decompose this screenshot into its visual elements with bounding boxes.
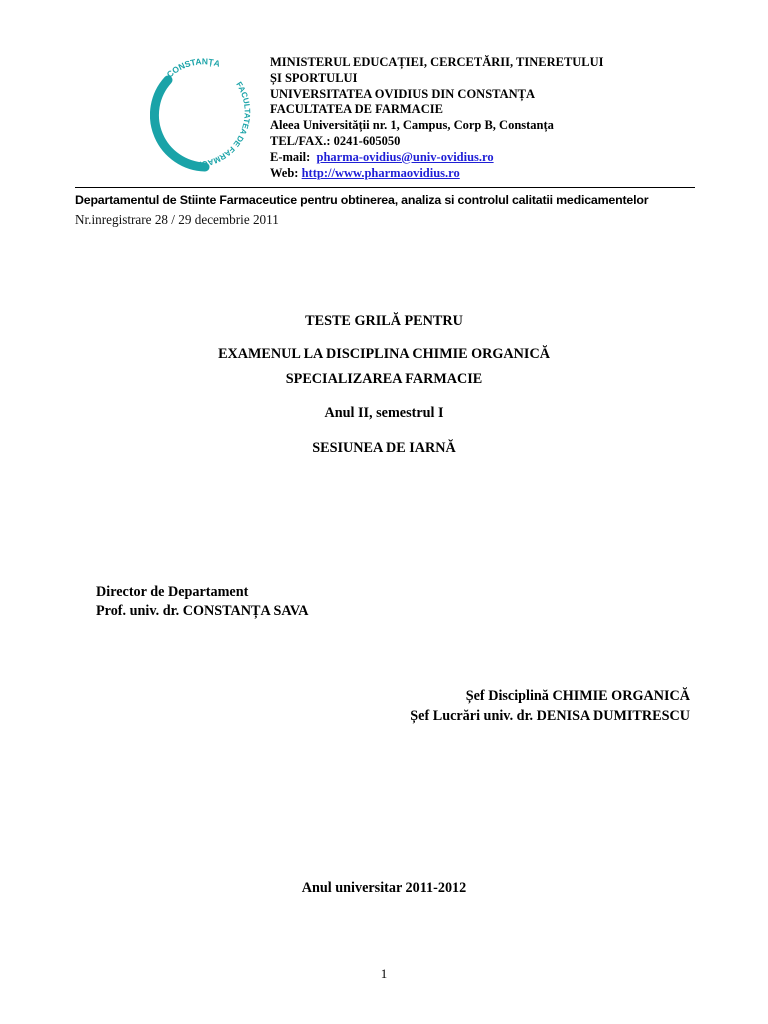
department-name: Departamentul de Stiinte Farmaceutice pentru obtinerea, analiza si controlul calitatii medicamentelor [75, 193, 649, 207]
web-label: Web: [270, 165, 302, 180]
address-line: Aleea Universității nr. 1, Campus, Corp B, Constanța [270, 118, 554, 133]
head-block [368, 686, 690, 726]
institution-header [270, 55, 604, 181]
title-line-3: SPECIALIZAREA FARMACIE [285, 371, 483, 387]
faculty-logo [150, 50, 260, 175]
title-year-semester: Anul II, semestrul I [324, 405, 444, 421]
header-line: UNIVERSITATEA OVIDIUS DIN CONSTANȚA [270, 86, 535, 101]
header-line: FACULTATEA DE FARMACIE [270, 102, 443, 117]
title-session: SESIUNEA DE IARNĂ [312, 440, 456, 456]
svg-text:CONSTANȚA [165, 56, 222, 79]
web-link[interactable]: http://www.pharmaovidius.ro [301, 165, 460, 180]
header-line: MINISTERUL EDUCAȚIEI, CERCETĂRII, TINERETULUI [270, 55, 604, 69]
title-line-1: TESTE GRILĂ PENTRU [305, 313, 463, 329]
director-role: Director de Departament [96, 584, 249, 600]
head-role: Șef Disciplină CHIMIE ORGANICĂ [465, 688, 690, 704]
web-line [270, 166, 604, 182]
logo-text-side: FACULTATEA DE FARMACI [199, 80, 252, 169]
title-line-2: EXAMENUL LA DISCIPLINA CHIMIE ORGANICĂ [218, 346, 550, 362]
email-link[interactable]: pharma-ovidius@univ-ovidius.ro [316, 149, 494, 164]
page-number: 1 [380, 966, 388, 981]
director-name: Prof. univ. dr. CONSTANȚA SAVA [96, 603, 309, 619]
header-divider [75, 187, 695, 188]
academic-year: Anul universitar 2011-2012 [301, 880, 467, 896]
registration-number: Nr.inregistrare 28 / 29 decembrie 2011 [75, 212, 279, 227]
email-line [270, 150, 604, 166]
header-line: ȘI SPORTULUI [270, 70, 358, 85]
email-label: E-mail: [270, 149, 317, 164]
director-block [96, 583, 308, 621]
head-name: Șef Lucrări univ. dr. DENISA DUMITRESCU [410, 708, 690, 724]
logo-text-top: CONSTANȚA [164, 56, 222, 80]
phone-line: TEL/FAX.: 0241-605050 [270, 133, 401, 148]
